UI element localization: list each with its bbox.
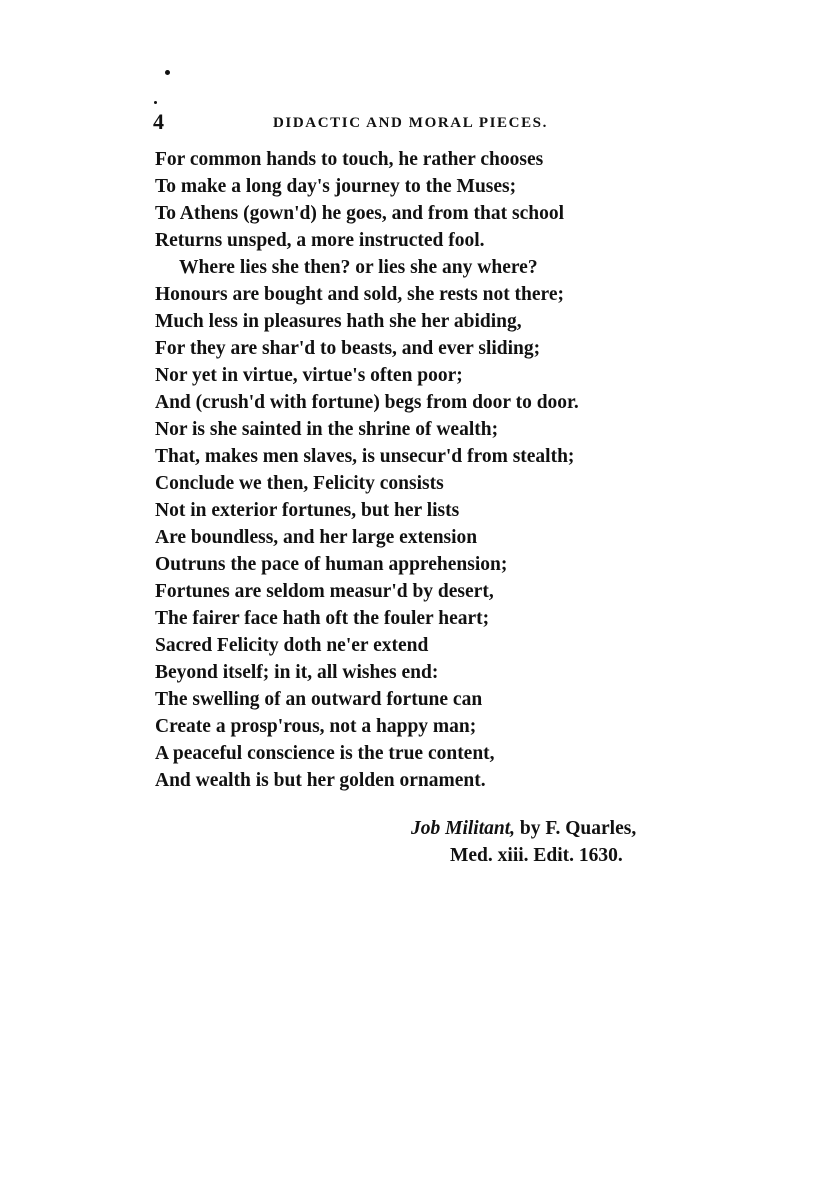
poem-line: A peaceful conscience is the true content,	[155, 743, 495, 764]
poem-line: For common hands to touch, he rather chooses	[155, 149, 544, 170]
page-number: 4	[153, 109, 164, 134]
poem-line: Are boundless, and her large extension	[155, 527, 478, 548]
poem-body	[155, 146, 675, 794]
poem-line: Much less in pleasures hath she her abiding,	[155, 311, 522, 332]
poem-line: Not in exterior fortunes, but her lists	[155, 500, 460, 521]
poem-line: Conclude we then, Felicity consists	[155, 473, 444, 494]
poem-line: And wealth is but her golden ornament.	[155, 770, 486, 791]
page-header	[153, 108, 593, 138]
poem-line: Beyond itself; in it, all wishes end:	[155, 662, 439, 683]
attribution	[411, 815, 711, 869]
running-title: DIDACTIC AND MORAL PIECES.	[273, 115, 548, 131]
poem-line: Outruns the pace of human apprehension;	[155, 554, 508, 575]
poem-line: The swelling of an outward fortune can	[155, 689, 483, 710]
poem-line: The fairer face hath oft the fouler heart;	[155, 608, 490, 629]
poem-line: Where lies she then? or lies she any where?	[179, 257, 538, 278]
print-speck	[154, 101, 157, 104]
poem-line: To Athens (gown'd) he goes, and from that school	[155, 203, 565, 224]
poem-line: Sacred Felicity doth ne'er extend	[155, 635, 429, 656]
work-title: Job Militant,	[411, 818, 516, 839]
print-speck	[165, 70, 170, 75]
poem-line: Honours are bought and sold, she rests not there;	[155, 284, 565, 305]
poem-line: Returns unsped, a more instructed fool.	[155, 230, 485, 251]
poem-line: Nor yet in virtue, virtue's often poor;	[155, 365, 463, 386]
author: by F. Quarles,	[515, 818, 637, 839]
poem-line: Create a prosp'rous, not a happy man;	[155, 716, 477, 737]
poem-line: Nor is she sainted in the shrine of wealth;	[155, 419, 499, 440]
poem-line: And (crush'd with fortune) begs from door to door.	[155, 392, 579, 413]
attribution-line	[411, 815, 711, 842]
edition-line: Med. xiii. Edit. 1630.	[450, 845, 623, 866]
poem-line: Fortunes are seldom measur'd by desert,	[155, 581, 494, 602]
poem-line: For they are shar'd to beasts, and ever sliding;	[155, 338, 541, 359]
poem-line: To make a long day's journey to the Muses;	[155, 176, 517, 197]
poem-line: That, makes men slaves, is unsecur'd from stealth;	[155, 446, 575, 467]
